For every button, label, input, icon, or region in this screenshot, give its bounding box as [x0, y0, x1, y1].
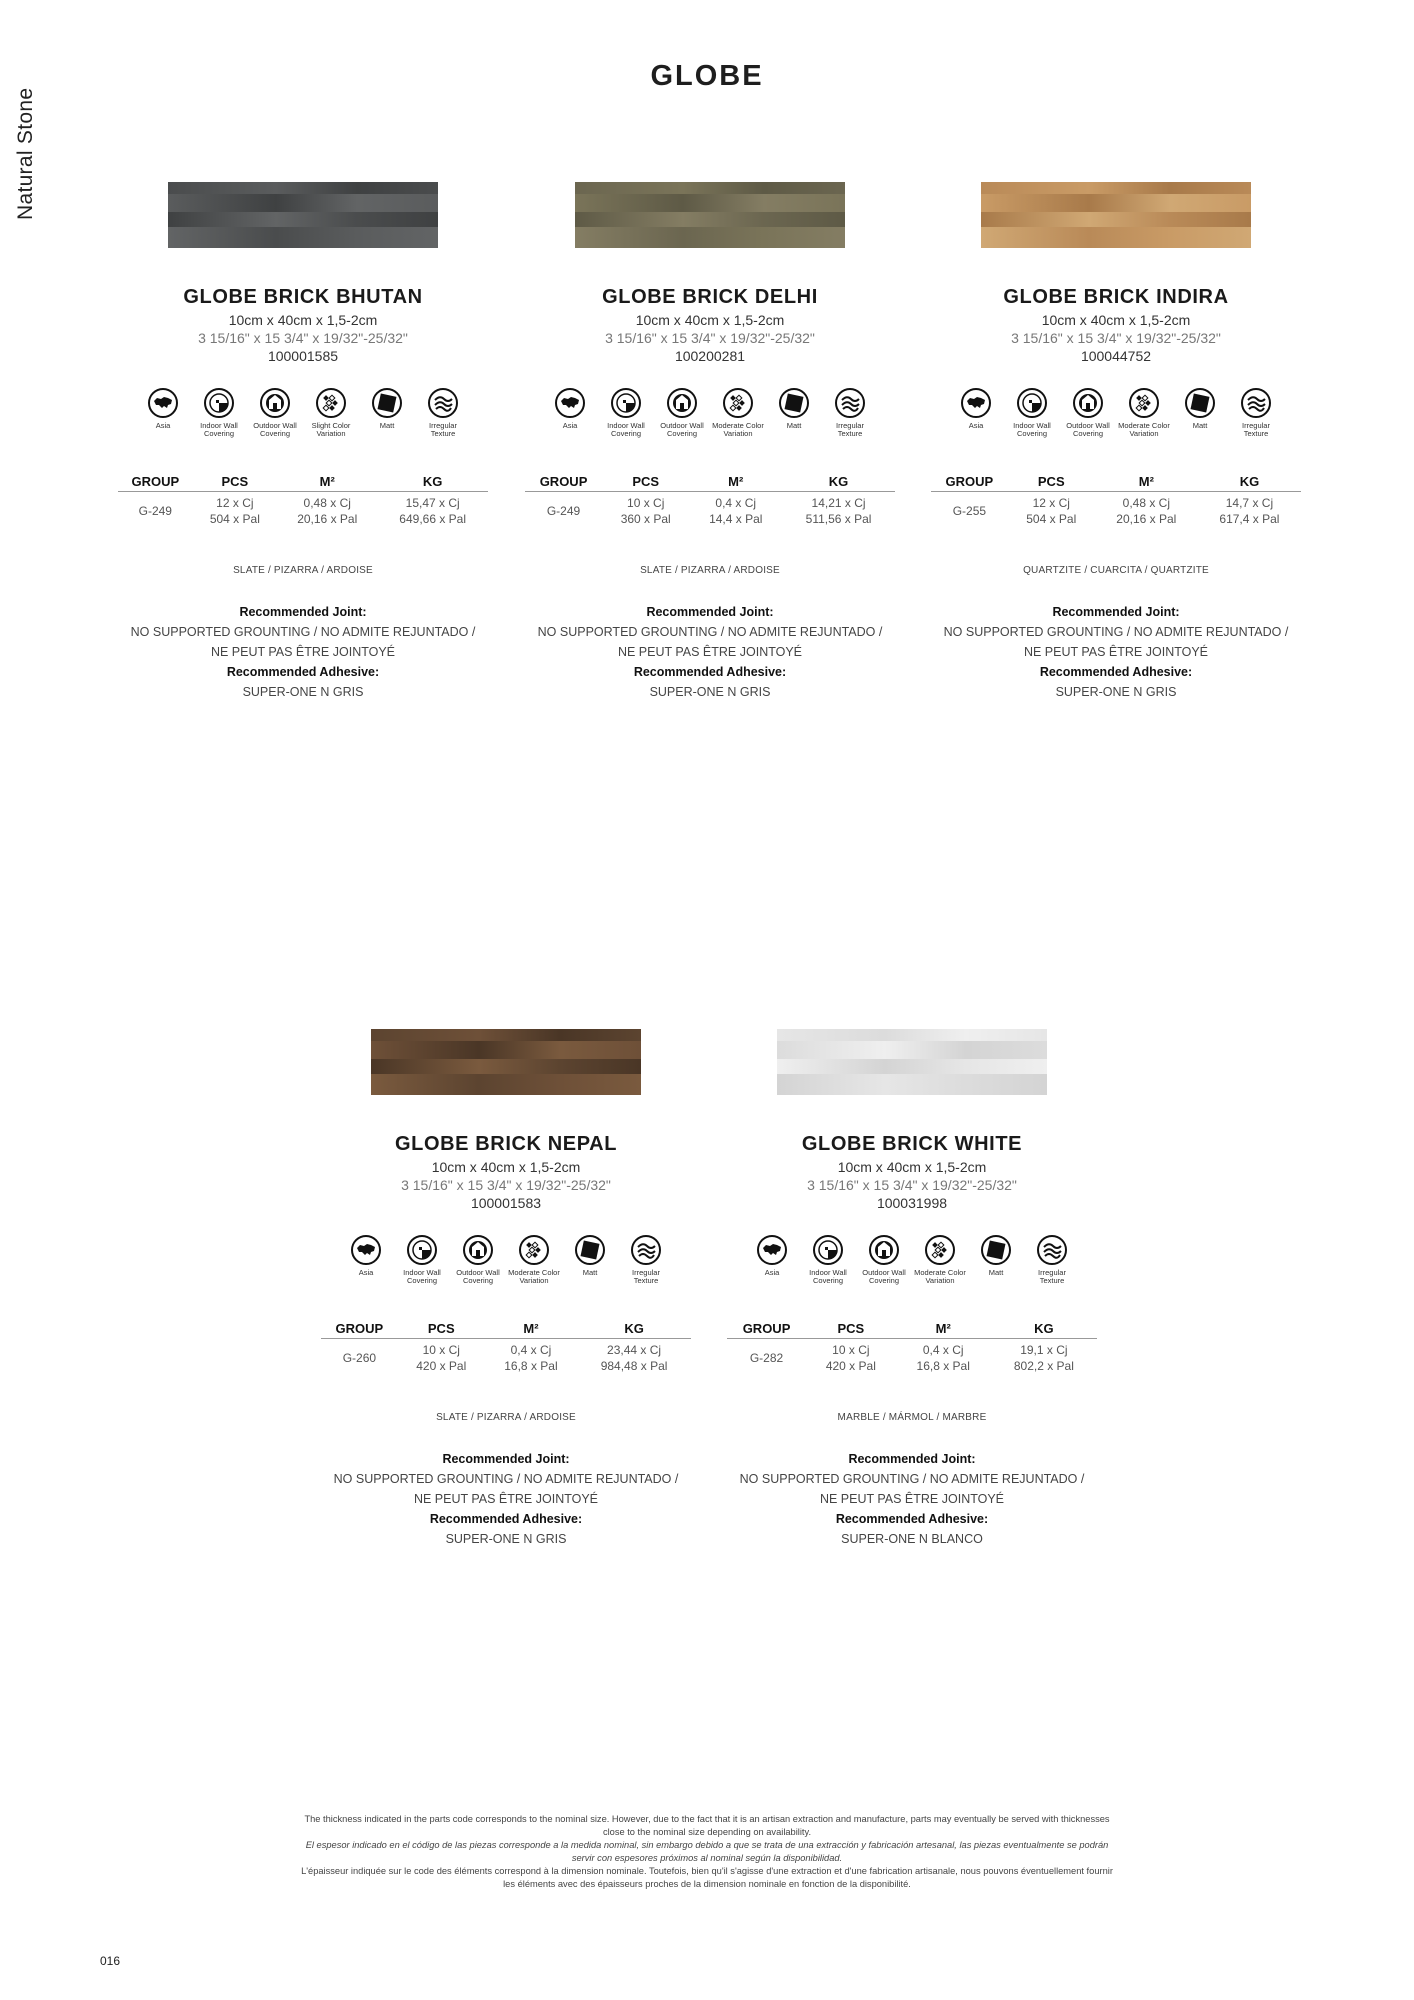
column-header-m2: M² — [896, 1321, 991, 1339]
matt-icon — [372, 388, 402, 418]
joint-text-line-1: NO SUPPORTED GROUNTING / NO ADMITE REJUNTADO / — [943, 625, 1289, 639]
group-cell: G-255 — [952, 504, 987, 518]
column-header-m2: M² — [277, 474, 377, 492]
feature-label: Outdoor Wall Covering — [1066, 421, 1110, 438]
irregular-texture-icon — [1241, 388, 1271, 418]
feature-item — [827, 388, 873, 438]
recommendations — [510, 602, 910, 702]
section-label-text: Natural Stone — [14, 87, 37, 220]
product-name: GLOBE BRICK BHUTAN — [183, 286, 423, 308]
recommended-joint-heading: Recommended Joint: — [442, 1452, 570, 1466]
outdoor-wall-icon — [463, 1235, 493, 1265]
kg-cell — [377, 492, 488, 528]
feature-icon-row — [712, 1235, 1112, 1285]
feature-item — [973, 1235, 1019, 1285]
product-dimensions-metric: 10cm x 40cm x 1,5-2cm — [431, 1159, 581, 1175]
feature-item — [364, 388, 410, 438]
kg-cell — [577, 1339, 691, 1375]
feature-item — [252, 388, 298, 438]
product-card — [510, 182, 910, 702]
packaging-table — [727, 1321, 1097, 1374]
feature-item — [712, 388, 764, 438]
feature-item — [953, 388, 999, 438]
column-header-kg: KG — [377, 474, 488, 492]
joint-text-line-1: NO SUPPORTED GROUNTING / NO ADMITE REJUNTADO / — [333, 1472, 679, 1486]
column-header-pcs: PCS — [602, 474, 689, 492]
feature-label: Indoor Wall Covering — [809, 1268, 847, 1285]
product-name: GLOBE BRICK INDIRA — [1003, 286, 1229, 308]
feature-label: Irregular Texture — [429, 421, 457, 438]
recommended-adhesive-heading: Recommended Adhesive: — [633, 665, 787, 679]
adhesive-name: SUPER-ONE N GRIS — [242, 685, 364, 699]
feature-item — [455, 1235, 501, 1285]
kg-per-pallet: 649,66 x Pal — [399, 512, 467, 526]
pcs-per-box: 12 x Cj — [216, 496, 254, 510]
kg-per-box: 19,1 x Cj — [1020, 1343, 1068, 1357]
product-swatch-image — [371, 1029, 641, 1095]
joint-text-line-1: NO SUPPORTED GROUNTING / NO ADMITE REJUNTADO / — [537, 625, 883, 639]
feature-label: Matt — [1192, 421, 1208, 430]
group-cell: G-282 — [749, 1351, 784, 1365]
product-swatch-image — [168, 182, 438, 248]
kg-per-box: 14,7 x Cj — [1225, 496, 1274, 510]
pcs-per-pallet: 360 x Pal — [620, 512, 671, 526]
swatch-stone-row — [575, 227, 845, 248]
column-header-pcs: PCS — [398, 1321, 485, 1339]
feature-label: Moderate Color Variation — [1118, 421, 1170, 438]
feature-item — [861, 1235, 907, 1285]
packaging-table — [931, 474, 1301, 527]
feature-item — [567, 1235, 613, 1285]
recommendations — [103, 602, 503, 702]
asia-map-icon — [351, 1235, 381, 1265]
stone-type: QUARTZITE / CUARCITA / QUARTZITE — [1023, 565, 1209, 576]
product-code: 100200281 — [674, 348, 746, 364]
table-row — [118, 492, 488, 528]
product-dimensions-imperial: 3 15/16" x 15 3/4" x 19/32"-25/32" — [198, 330, 408, 346]
m2-per-box: 0,48 x Cj — [1122, 496, 1170, 510]
column-header-group: GROUP — [321, 1321, 398, 1339]
pcs-per-box: 10 x Cj — [422, 1343, 460, 1357]
stone-type: SLATE / PIZARRA / ARDOISE — [436, 1412, 576, 1423]
feature-label: Indoor Wall Covering — [200, 421, 238, 438]
recommended-adhesive-heading: Recommended Adhesive: — [1039, 665, 1193, 679]
feature-icon-row — [916, 388, 1316, 438]
column-header-group: GROUP — [525, 474, 602, 492]
pcs-per-box: 12 x Cj — [1032, 496, 1070, 510]
swatch-stone-row — [777, 1041, 1047, 1060]
feature-label: Outdoor Wall Covering — [862, 1268, 906, 1285]
feature-item — [1029, 1235, 1075, 1285]
column-header-m2: M² — [485, 1321, 577, 1339]
stone-type: MARBLE / MÁRMOL / MARBRE — [837, 1412, 987, 1423]
product-card — [103, 182, 503, 702]
feature-item — [196, 388, 242, 438]
swatch-stone-row — [981, 194, 1251, 213]
column-header-m2: M² — [689, 474, 782, 492]
asia-map-icon — [961, 388, 991, 418]
pcs-cell — [193, 492, 278, 528]
product-dimensions-imperial: 3 15/16" x 15 3/4" x 19/32"-25/32" — [605, 330, 815, 346]
joint-text-line-1: NO SUPPORTED GROUNTING / NO ADMITE REJUNTADO / — [739, 1472, 1085, 1486]
stone-type: SLATE / PIZARRA / ARDOISE — [640, 565, 780, 576]
m2-per-box: 0,4 x Cj — [922, 1343, 964, 1357]
recommended-adhesive-heading: Recommended Adhesive: — [429, 1512, 583, 1526]
product-dimensions-imperial: 3 15/16" x 15 3/4" x 19/32"-25/32" — [1011, 330, 1221, 346]
joint-text-line-2: NE PEUT PAS ÊTRE JOINTOYÉ — [617, 645, 803, 659]
column-header-pcs: PCS — [1008, 474, 1095, 492]
feature-label: Asia — [155, 421, 171, 430]
color-variation-icon — [723, 388, 753, 418]
feature-item — [771, 388, 817, 438]
asia-map-icon — [757, 1235, 787, 1265]
m2-cell — [896, 1339, 991, 1375]
swatch-stone-row — [168, 212, 438, 228]
m2-per-pallet: 16,8 x Pal — [504, 1359, 558, 1373]
feature-item — [308, 388, 354, 438]
swatch-stone-row — [575, 194, 845, 213]
feature-icon-row — [103, 388, 503, 438]
product-swatch-image — [575, 182, 845, 248]
joint-text-line-2: NE PEUT PAS ÊTRE JOINTOYÉ — [819, 1492, 1005, 1506]
pcs-per-pallet: 504 x Pal — [209, 512, 260, 526]
asia-map-icon — [148, 388, 178, 418]
m2-per-pallet: 14,4 x Pal — [709, 512, 763, 526]
product-dimensions-metric: 10cm x 40cm x 1,5-2cm — [1041, 312, 1191, 328]
m2-per-pallet: 20,16 x Pal — [1116, 512, 1177, 526]
irregular-texture-icon — [631, 1235, 661, 1265]
color-variation-icon — [925, 1235, 955, 1265]
product-name: GLOBE BRICK WHITE — [801, 1133, 1023, 1155]
table-row — [931, 492, 1301, 528]
feature-item — [508, 1235, 560, 1285]
feature-item — [623, 1235, 669, 1285]
feature-label: Outdoor Wall Covering — [253, 421, 297, 438]
indoor-wall-icon — [813, 1235, 843, 1265]
product-swatch-image — [777, 1029, 1047, 1095]
product-dimensions-metric: 10cm x 40cm x 1,5-2cm — [228, 312, 378, 328]
pcs-cell — [806, 1339, 896, 1375]
feature-label: Indoor Wall Covering — [1013, 421, 1051, 438]
product-card — [916, 182, 1316, 702]
swatch-stone-row — [371, 1074, 641, 1095]
swatch-stone-row — [168, 227, 438, 248]
product-dimensions-metric: 10cm x 40cm x 1,5-2cm — [635, 312, 785, 328]
m2-per-pallet: 20,16 x Pal — [297, 512, 358, 526]
disclaimer-fr: L'épaisseur indiquée sur le code des éléments correspond à la dimension nominale. Toutefois, bien qu'il s'agisse d'une extraction et d'une fabrication artisanale, nous pouvons éventuellement fournir les éléments avec des épaisseurs proches de la dimension nominale en fonction de la disponibilité. — [301, 1866, 1113, 1889]
product-dimensions-imperial: 3 15/16" x 15 3/4" x 19/32"-25/32" — [401, 1177, 611, 1193]
footer-disclaimer — [300, 1813, 1114, 1891]
pcs-cell — [602, 492, 689, 528]
irregular-texture-icon — [835, 388, 865, 418]
feature-item — [914, 1235, 966, 1285]
swatch-stone-row — [371, 1059, 641, 1075]
column-header-m2: M² — [1095, 474, 1198, 492]
irregular-texture-icon — [1037, 1235, 1067, 1265]
column-header-kg: KG — [782, 474, 895, 492]
column-header-pcs: PCS — [806, 1321, 896, 1339]
column-header-kg: KG — [1198, 474, 1301, 492]
feature-item — [140, 388, 186, 438]
feature-item — [343, 1235, 389, 1285]
feature-label: Indoor Wall Covering — [403, 1268, 441, 1285]
feature-label: Matt — [988, 1268, 1004, 1277]
outdoor-wall-icon — [1073, 388, 1103, 418]
feature-label: Asia — [968, 421, 984, 430]
disclaimer-es: El espesor indicado en el código de las piezas corresponde a la medida nominal, sin embargo debido a que se trata de una extracción y fabricación artesanal, las piezas eventualmente se podrán servir con espesores próximos al nominal según la disponibilidad. — [305, 1840, 1109, 1863]
recommended-joint-heading: Recommended Joint: — [239, 605, 367, 619]
kg-per-box: 14,21 x Cj — [811, 496, 866, 510]
column-header-kg: KG — [577, 1321, 691, 1339]
pcs-per-pallet: 420 x Pal — [825, 1359, 876, 1373]
pcs-cell — [1008, 492, 1095, 528]
feature-label: Moderate Color Variation — [712, 421, 764, 438]
indoor-wall-icon — [1017, 388, 1047, 418]
kg-per-box: 15,47 x Cj — [405, 496, 460, 510]
m2-per-box: 0,4 x Cj — [510, 1343, 552, 1357]
feature-item — [603, 388, 649, 438]
matt-icon — [981, 1235, 1011, 1265]
table-row — [727, 1339, 1097, 1375]
feature-label: Moderate Color Variation — [508, 1268, 560, 1285]
feature-label: Irregular Texture — [1038, 1268, 1066, 1285]
adhesive-name: SUPER-ONE N BLANCO — [841, 1532, 983, 1546]
swatch-stone-row — [777, 1059, 1047, 1075]
feature-item — [805, 1235, 851, 1285]
m2-per-box: 0,48 x Cj — [303, 496, 351, 510]
recommended-adhesive-heading: Recommended Adhesive: — [835, 1512, 989, 1526]
m2-cell — [277, 492, 377, 528]
column-header-kg: KG — [991, 1321, 1097, 1339]
feature-item — [399, 1235, 445, 1285]
indoor-wall-icon — [407, 1235, 437, 1265]
page-title: GLOBE — [650, 60, 764, 92]
column-header-group: GROUP — [727, 1321, 806, 1339]
column-header-group: GROUP — [118, 474, 193, 492]
m2-per-box: 0,4 x Cj — [715, 496, 757, 510]
recommendations — [916, 602, 1316, 702]
recommended-adhesive-heading: Recommended Adhesive: — [226, 665, 380, 679]
product-code: 100044752 — [1080, 348, 1152, 364]
feature-label: Slight Color Variation — [311, 421, 351, 438]
kg-per-pallet: 511,56 x Pal — [805, 512, 872, 526]
swatch-stone-row — [168, 194, 438, 213]
feature-label: Irregular Texture — [1242, 421, 1270, 438]
feature-item — [1118, 388, 1170, 438]
product-card — [306, 1029, 706, 1549]
group-cell: G-260 — [342, 1351, 377, 1365]
feature-item — [1177, 388, 1223, 438]
recommendations — [306, 1449, 706, 1549]
packaging-table — [118, 474, 488, 527]
matt-icon — [1185, 388, 1215, 418]
swatch-stone-row — [371, 1041, 641, 1060]
feature-label: Matt — [379, 421, 395, 430]
page-number: 016 — [100, 1954, 121, 1968]
product-code: 100031998 — [876, 1195, 948, 1211]
group-cell: G-249 — [546, 504, 581, 518]
adhesive-name: SUPER-ONE N GRIS — [1055, 685, 1177, 699]
color-variation-icon — [519, 1235, 549, 1265]
feature-label: Irregular Texture — [632, 1268, 660, 1285]
feature-label: Asia — [562, 421, 578, 430]
asia-map-icon — [555, 388, 585, 418]
m2-cell — [485, 1339, 577, 1375]
feature-icon-row — [510, 388, 910, 438]
recommended-joint-heading: Recommended Joint: — [848, 1452, 976, 1466]
indoor-wall-icon — [611, 388, 641, 418]
joint-text-line-2: NE PEUT PAS ÊTRE JOINTOYÉ — [1023, 645, 1209, 659]
kg-cell — [991, 1339, 1097, 1375]
outdoor-wall-icon — [260, 388, 290, 418]
m2-cell — [1095, 492, 1198, 528]
product-card — [712, 1029, 1112, 1549]
feature-item — [659, 388, 705, 438]
disclaimer-en: The thickness indicated in the parts code corresponds to the nominal size. However, due to the fact that it is an artisan extraction and manufacture, parts may eventually be served with thicknesses close to the nominal size depending on availability. — [304, 1814, 1110, 1837]
joint-text-line-1: NO SUPPORTED GROUNTING / NO ADMITE REJUNTADO / — [130, 625, 476, 639]
packaging-table — [525, 474, 895, 527]
column-header-group: GROUP — [931, 474, 1008, 492]
product-code: 100001583 — [470, 1195, 542, 1211]
packaging-table — [321, 1321, 691, 1374]
color-variation-icon — [1129, 388, 1159, 418]
joint-text-line-2: NE PEUT PAS ÊTRE JOINTOYÉ — [210, 645, 396, 659]
outdoor-wall-icon — [869, 1235, 899, 1265]
adhesive-name: SUPER-ONE N GRIS — [649, 685, 771, 699]
column-header-pcs: PCS — [193, 474, 278, 492]
feature-item — [1233, 388, 1279, 438]
recommended-joint-heading: Recommended Joint: — [1052, 605, 1180, 619]
m2-per-pallet: 16,8 x Pal — [916, 1359, 970, 1373]
irregular-texture-icon — [428, 388, 458, 418]
table-row — [525, 492, 895, 528]
kg-per-box: 23,44 x Cj — [607, 1343, 662, 1357]
feature-label: Moderate Color Variation — [914, 1268, 966, 1285]
feature-item — [547, 388, 593, 438]
pcs-per-box: 10 x Cj — [832, 1343, 870, 1357]
product-code: 100001585 — [267, 348, 339, 364]
indoor-wall-icon — [204, 388, 234, 418]
feature-label: Indoor Wall Covering — [607, 421, 645, 438]
m2-cell — [689, 492, 782, 528]
feature-label: Matt — [786, 421, 802, 430]
kg-cell — [782, 492, 895, 528]
matt-icon — [575, 1235, 605, 1265]
feature-label: Asia — [358, 1268, 374, 1277]
recommendations — [712, 1449, 1112, 1549]
feature-label: Outdoor Wall Covering — [660, 421, 704, 438]
product-dimensions-metric: 10cm x 40cm x 1,5-2cm — [837, 1159, 987, 1175]
outdoor-wall-icon — [667, 388, 697, 418]
group-cell: G-249 — [138, 504, 172, 518]
feature-item — [1009, 388, 1055, 438]
kg-cell — [1198, 492, 1301, 528]
kg-per-pallet: 984,48 x Pal — [600, 1359, 668, 1373]
feature-label: Irregular Texture — [836, 421, 864, 438]
feature-item — [420, 388, 466, 438]
feature-item — [749, 1235, 795, 1285]
swatch-stone-row — [981, 212, 1251, 228]
feature-label: Outdoor Wall Covering — [456, 1268, 500, 1285]
product-dimensions-imperial: 3 15/16" x 15 3/4" x 19/32"-25/32" — [807, 1177, 1017, 1193]
joint-text-line-2: NE PEUT PAS ÊTRE JOINTOYÉ — [413, 1492, 599, 1506]
feature-item — [1065, 388, 1111, 438]
pcs-per-pallet: 420 x Pal — [416, 1359, 467, 1373]
product-name: GLOBE BRICK DELHI — [602, 286, 818, 308]
swatch-stone-row — [777, 1074, 1047, 1095]
color-variation-icon — [316, 388, 346, 418]
product-swatch-image — [981, 182, 1251, 248]
pcs-cell — [398, 1339, 485, 1375]
feature-label: Asia — [764, 1268, 780, 1277]
stone-type: SLATE / PIZARRA / ARDOISE — [233, 565, 373, 576]
swatch-stone-row — [575, 212, 845, 228]
matt-icon — [779, 388, 809, 418]
pcs-per-pallet: 504 x Pal — [1026, 512, 1077, 526]
kg-per-pallet: 617,4 x Pal — [1219, 512, 1280, 526]
feature-icon-row — [306, 1235, 706, 1285]
adhesive-name: SUPER-ONE N GRIS — [445, 1532, 567, 1546]
recommended-joint-heading: Recommended Joint: — [646, 605, 774, 619]
kg-per-pallet: 802,2 x Pal — [1013, 1359, 1074, 1373]
table-row — [321, 1339, 691, 1375]
swatch-stone-row — [981, 227, 1251, 248]
pcs-per-box: 10 x Cj — [627, 496, 665, 510]
feature-label: Matt — [582, 1268, 598, 1277]
product-name: GLOBE BRICK NEPAL — [394, 1133, 618, 1155]
